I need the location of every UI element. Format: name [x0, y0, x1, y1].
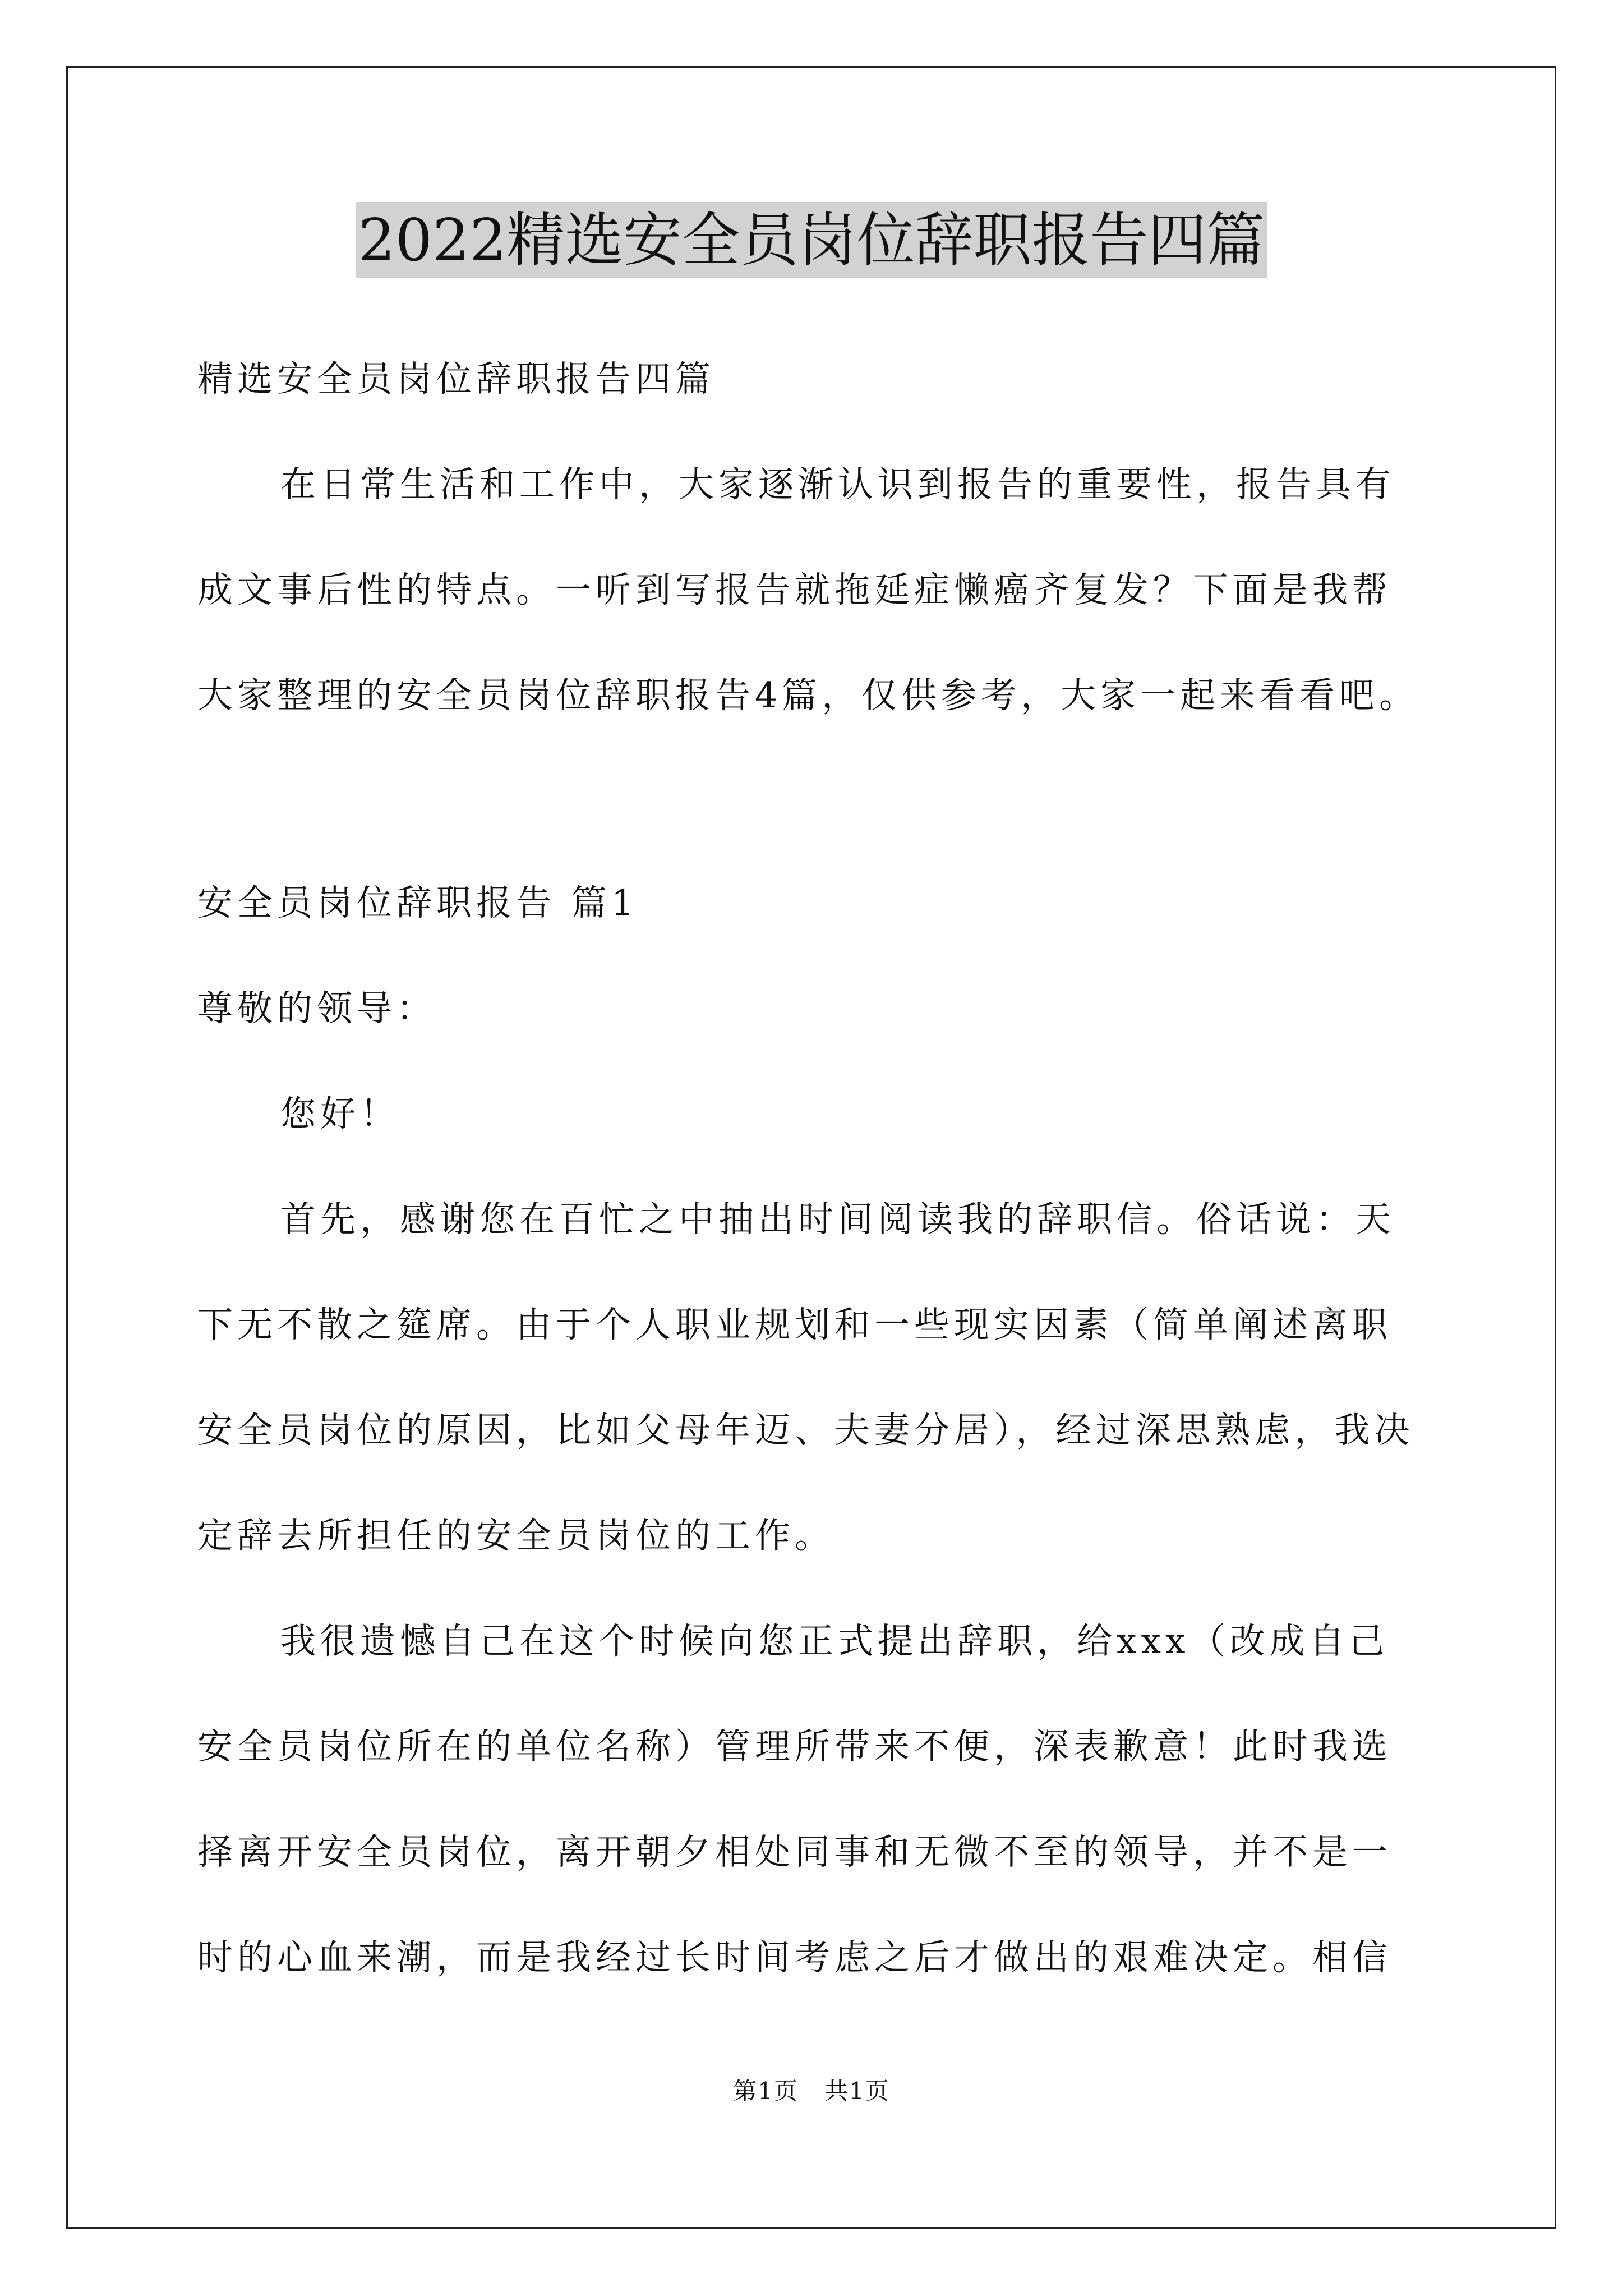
paragraph1-line-2: 下无不散之筵席。由于个人职业规划和一些现实因素（简单阐述离职 — [197, 1304, 1392, 1345]
paragraph2-line-2: 安全员岗位所在的单位名称）管理所带来不便，深表歉意！此时我选 — [197, 1726, 1392, 1767]
paragraph2-line-4: 时的心血来潮，而是我经过长时间考虑之后才做出的艰难决定。相信 — [197, 1937, 1392, 1978]
intro-line-2: 成文事后性的特点。一听到写报告就拖延症懒癌齐复发？下面是我帮 — [197, 569, 1392, 610]
title-container — [0, 202, 1623, 278]
intro-line-1: 在日常生活和工作中，大家逐渐认识到报告的重要性，报告具有 — [280, 464, 1395, 505]
paragraph1-line-4: 定辞去所担任的安全员岗位的工作。 — [197, 1515, 834, 1556]
salutation: 尊敬的领导： — [197, 988, 436, 1029]
subtitle: 精选安全员岗位辞职报告四篇 — [197, 358, 715, 399]
paragraph1-line-1: 首先，感谢您在百忙之中抽出时间阅读我的辞职信。俗话说：天 — [280, 1199, 1395, 1240]
paragraph2-line-3: 择离开安全员岗位，离开朝夕相处同事和无微不至的领导，并不是一 — [197, 1832, 1392, 1872]
paragraph2-line-1: 我很遗憾自己在这个时候向您正式提出辞职，给xxx（改成自己 — [280, 1621, 1389, 1662]
paragraph1-line-3: 安全员岗位的原因，比如父母年迈、夫妻分居），经过深思熟虑，我决 — [197, 1410, 1414, 1451]
intro-line-3: 大家整理的安全员岗位辞职报告4篇，仅供参考，大家一起来看看吧。 — [197, 675, 1419, 716]
document-title: 2022精选安全员岗位辞职报告四篇 — [356, 202, 1267, 278]
greeting: 您好！ — [280, 1093, 400, 1134]
page-footer: 第1页 共1页 — [733, 2077, 890, 2105]
section-heading: 安全员岗位辞职报告 篇1 — [197, 882, 639, 923]
